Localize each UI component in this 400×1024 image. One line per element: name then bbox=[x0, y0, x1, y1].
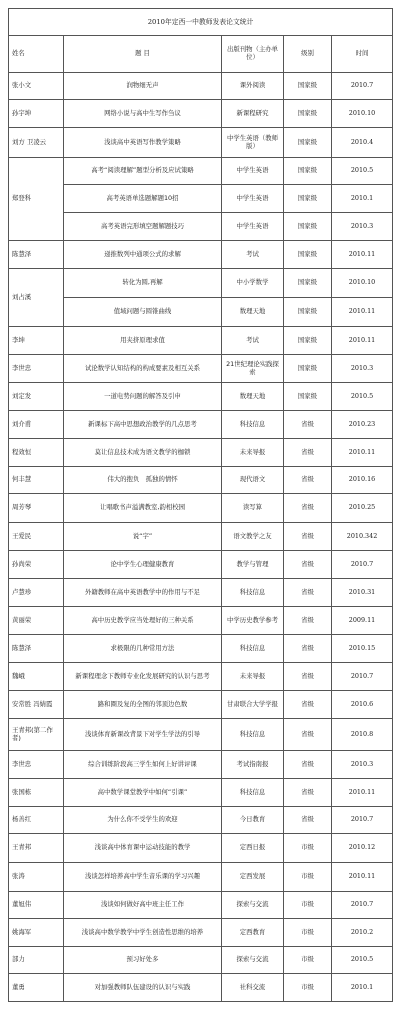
publication-cell: 未来导报 bbox=[222, 663, 284, 691]
paper-title-cell: 递推数列中通项公式的求解 bbox=[64, 241, 222, 269]
time-cell: 2010.10 bbox=[332, 269, 393, 298]
table-row bbox=[9, 73, 393, 100]
author-cell: 刘介甫 bbox=[9, 411, 64, 439]
level-cell: 省级 bbox=[284, 523, 332, 551]
time-cell: 2010.8 bbox=[332, 719, 393, 751]
paper-title-cell: 伟大的抱负 孤独的情怀 bbox=[64, 467, 222, 494]
level-cell: 国家级 bbox=[284, 128, 332, 158]
publication-cell: 考试 bbox=[222, 241, 284, 269]
time-cell: 2010.5 bbox=[332, 383, 393, 411]
time-cell: 2010.6 bbox=[332, 691, 393, 719]
table-row bbox=[9, 158, 393, 185]
author-cell: 郑登科 bbox=[9, 158, 64, 241]
paper-title-cell: 值域问题与圆锥曲线 bbox=[64, 298, 222, 327]
header-row bbox=[9, 36, 393, 73]
author-cell: 王爱民 bbox=[9, 523, 64, 551]
table-row bbox=[9, 551, 393, 579]
paper-title-cell: 新课程理念下教师专业化发展研究的认识与思考 bbox=[64, 663, 222, 691]
time-cell: 2010.31 bbox=[332, 579, 393, 607]
level-cell: 国家级 bbox=[284, 158, 332, 185]
time-cell: 2009.11 bbox=[332, 607, 393, 635]
table-row bbox=[9, 241, 393, 269]
level-cell: 省级 bbox=[284, 411, 332, 439]
paper-statistics-table bbox=[8, 8, 393, 1002]
author-cell: 安常胜 冯婧霞 bbox=[9, 691, 64, 719]
level-cell: 省级 bbox=[284, 467, 332, 494]
title-row bbox=[9, 9, 393, 36]
publication-cell: 探索与交流 bbox=[222, 892, 284, 919]
publication-cell: 中学生英语 bbox=[222, 213, 284, 241]
table-row bbox=[9, 327, 393, 355]
level-cell: 省级 bbox=[284, 551, 332, 579]
level-cell: 省级 bbox=[284, 807, 332, 834]
level-cell: 国家级 bbox=[284, 355, 332, 383]
time-cell: 2010.4 bbox=[332, 128, 393, 158]
time-cell: 2010.2 bbox=[332, 919, 393, 947]
level-cell: 省级 bbox=[284, 691, 332, 719]
time-cell: 2010.3 bbox=[332, 355, 393, 383]
author-cell: 王青邦(第二作者) bbox=[9, 719, 64, 751]
author-cell: 魏峨 bbox=[9, 663, 64, 691]
level-cell: 省级 bbox=[284, 494, 332, 523]
paper-title-cell: 综合训练阶段高三学生如何上好讲评课 bbox=[64, 751, 222, 779]
paper-title-cell: 浅谈体育新课改背景下对学生学法的引导 bbox=[64, 719, 222, 751]
level-cell: 国家级 bbox=[284, 298, 332, 327]
publication-cell: 教学与管理 bbox=[222, 551, 284, 579]
author-cell: 李世忠 bbox=[9, 751, 64, 779]
author-cell: 刘占溪 bbox=[9, 269, 64, 327]
level-cell: 省级 bbox=[284, 439, 332, 467]
publication-cell: 社科交流 bbox=[222, 974, 284, 1002]
table-row bbox=[9, 779, 393, 807]
table-row bbox=[9, 467, 393, 494]
publication-cell: 考试 bbox=[222, 327, 284, 355]
level-cell: 省级 bbox=[284, 635, 332, 663]
author-cell: 李世忠 bbox=[9, 355, 64, 383]
table-row bbox=[9, 974, 393, 1002]
table-row bbox=[9, 807, 393, 834]
paper-title-cell: 莫让信息技术成为语文教学的枷锁 bbox=[64, 439, 222, 467]
level-cell: 国家级 bbox=[284, 100, 332, 128]
paper-title-cell: 试论数学认知结构的构成要素及相互关系 bbox=[64, 355, 222, 383]
paper-title-cell: 为什么你不受学生的欢迎 bbox=[64, 807, 222, 834]
level-cell: 市级 bbox=[284, 947, 332, 974]
author-cell: 陈慧泽 bbox=[9, 635, 64, 663]
paper-title-cell: 用夹挤原理求值 bbox=[64, 327, 222, 355]
author-cell: 孙宇坤 bbox=[9, 100, 64, 128]
paper-title-cell: 浅谈高中数学教学中学生创造性思维的培养 bbox=[64, 919, 222, 947]
time-cell: 2010.7 bbox=[332, 807, 393, 834]
time-cell: 2010.5 bbox=[332, 947, 393, 974]
publication-cell: 科技信息 bbox=[222, 579, 284, 607]
author-cell: 姚海军 bbox=[9, 919, 64, 947]
publication-cell: 科技信息 bbox=[222, 719, 284, 751]
header-publication: 出版刊物（主办单位） bbox=[222, 36, 284, 73]
table-row bbox=[9, 663, 393, 691]
table-row bbox=[9, 269, 393, 298]
author-cell: 部力 bbox=[9, 947, 64, 974]
table-row bbox=[9, 523, 393, 551]
level-cell: 省级 bbox=[284, 779, 332, 807]
time-cell: 2010.7 bbox=[332, 892, 393, 919]
time-cell: 2010.10 bbox=[332, 100, 393, 128]
author-cell: 董勇 bbox=[9, 974, 64, 1002]
author-cell: 程效恒 bbox=[9, 439, 64, 467]
table-row bbox=[9, 439, 393, 467]
header-title: 题 目 bbox=[64, 36, 222, 73]
publication-cell: 数理天地 bbox=[222, 298, 284, 327]
level-cell: 市级 bbox=[284, 974, 332, 1002]
header-level: 级别 bbox=[284, 36, 332, 73]
paper-title-cell: 高中数学课堂教学中如何“引课” bbox=[64, 779, 222, 807]
paper-title-cell: 浅谈如何做好高中班主任工作 bbox=[64, 892, 222, 919]
paper-title-cell: 外籍教师在高中英语教学中的作用与不足 bbox=[64, 579, 222, 607]
paper-title-cell: 浅谈怎样培养高中学生音乐课的学习兴趣 bbox=[64, 863, 222, 892]
table-row bbox=[9, 100, 393, 128]
level-cell: 省级 bbox=[284, 579, 332, 607]
time-cell: 2010.11 bbox=[332, 298, 393, 327]
paper-title-cell: 预习好处多 bbox=[64, 947, 222, 974]
level-cell: 市级 bbox=[284, 919, 332, 947]
publication-cell: 语文教学之友 bbox=[222, 523, 284, 551]
publication-cell: 今日教育 bbox=[222, 807, 284, 834]
time-cell: 2010.11 bbox=[332, 863, 393, 892]
level-cell: 市级 bbox=[284, 863, 332, 892]
header-time: 时间 bbox=[332, 36, 393, 73]
time-cell: 2010.12 bbox=[332, 834, 393, 863]
publication-cell: 科技信息 bbox=[222, 635, 284, 663]
publication-cell: 中学生英语（教师版） bbox=[222, 128, 284, 158]
author-cell: 卢慧珍 bbox=[9, 579, 64, 607]
table-row bbox=[9, 579, 393, 607]
table-row bbox=[9, 494, 393, 523]
publication-cell: 中小学数学 bbox=[222, 269, 284, 298]
header-name: 姓名 bbox=[9, 36, 64, 73]
publication-cell: 中学生英语 bbox=[222, 185, 284, 213]
table-row bbox=[9, 863, 393, 892]
level-cell: 国家级 bbox=[284, 269, 332, 298]
author-cell: 董旭伟 bbox=[9, 892, 64, 919]
author-cell: 张国栋 bbox=[9, 779, 64, 807]
publication-cell: 定西教育 bbox=[222, 919, 284, 947]
level-cell: 国家级 bbox=[284, 185, 332, 213]
table-row bbox=[9, 298, 393, 327]
time-cell: 2010.3 bbox=[332, 213, 393, 241]
publication-cell: 读写算 bbox=[222, 494, 284, 523]
author-cell: 孙尚荣 bbox=[9, 551, 64, 579]
time-cell: 2010.11 bbox=[332, 327, 393, 355]
table-row bbox=[9, 185, 393, 213]
author-cell: 何丰慧 bbox=[9, 467, 64, 494]
author-cell: 刘方 卫凌云 bbox=[9, 128, 64, 158]
paper-title-cell: 高考英语完形填空题解题技巧 bbox=[64, 213, 222, 241]
table-row bbox=[9, 128, 393, 158]
time-cell: 2010.15 bbox=[332, 635, 393, 663]
level-cell: 国家级 bbox=[284, 327, 332, 355]
author-cell: 王青邦 bbox=[9, 834, 64, 863]
time-cell: 2010.1 bbox=[332, 185, 393, 213]
paper-title-cell: 润物细无声 bbox=[64, 73, 222, 100]
paper-title-cell: 高考“阅读理解”题型分析及应试策略 bbox=[64, 158, 222, 185]
publication-cell: 现代语文 bbox=[222, 467, 284, 494]
level-cell: 省级 bbox=[284, 663, 332, 691]
author-cell: 张小文 bbox=[9, 73, 64, 100]
paper-title-cell: 转化为圆,再解 bbox=[64, 269, 222, 298]
time-cell: 2010.11 bbox=[332, 439, 393, 467]
table-row bbox=[9, 213, 393, 241]
table-row bbox=[9, 919, 393, 947]
table-row bbox=[9, 355, 393, 383]
publication-cell: 数理天地 bbox=[222, 383, 284, 411]
level-cell: 国家级 bbox=[284, 213, 332, 241]
level-cell: 市级 bbox=[284, 892, 332, 919]
level-cell: 省级 bbox=[284, 719, 332, 751]
publication-cell: 定西发展 bbox=[222, 863, 284, 892]
paper-title-cell: 求极限的几种常用方法 bbox=[64, 635, 222, 663]
table-row bbox=[9, 691, 393, 719]
level-cell: 国家级 bbox=[284, 241, 332, 269]
publication-cell: 中学生英语 bbox=[222, 158, 284, 185]
table-row bbox=[9, 834, 393, 863]
time-cell: 2010.7 bbox=[332, 551, 393, 579]
author-cell: 李坤 bbox=[9, 327, 64, 355]
table-row bbox=[9, 635, 393, 663]
time-cell: 2010.342 bbox=[332, 523, 393, 551]
table-row bbox=[9, 947, 393, 974]
paper-title-cell: 浅谈高中英语写作教学策略 bbox=[64, 128, 222, 158]
paper-title-cell: 高中历史教学应当处理好的三种关系 bbox=[64, 607, 222, 635]
time-cell: 2010.1 bbox=[332, 974, 393, 1002]
author-cell: 陈慧泽 bbox=[9, 241, 64, 269]
time-cell: 2010.7 bbox=[332, 663, 393, 691]
publication-cell: 中学历史教学参考 bbox=[222, 607, 284, 635]
time-cell: 2010.3 bbox=[332, 751, 393, 779]
level-cell: 省级 bbox=[284, 751, 332, 779]
publication-cell: 科技信息 bbox=[222, 411, 284, 439]
publication-cell: 21世纪理论实践探索 bbox=[222, 355, 284, 383]
table-row bbox=[9, 607, 393, 635]
paper-title-cell: 论中学生心理健康教育 bbox=[64, 551, 222, 579]
author-cell: 黄丽荣 bbox=[9, 607, 64, 635]
table-row bbox=[9, 411, 393, 439]
time-cell: 2010.7 bbox=[332, 73, 393, 100]
publication-cell: 课外阅读 bbox=[222, 73, 284, 100]
level-cell: 国家级 bbox=[284, 73, 332, 100]
table-row bbox=[9, 751, 393, 779]
publication-cell: 探索与交流 bbox=[222, 947, 284, 974]
time-cell: 2010.11 bbox=[332, 779, 393, 807]
publication-cell: 甘肃联合大学学报 bbox=[222, 691, 284, 719]
time-cell: 2010.23 bbox=[332, 411, 393, 439]
level-cell: 市级 bbox=[284, 834, 332, 863]
paper-title-cell: 一道电势问题的解答及引申 bbox=[64, 383, 222, 411]
paper-title-cell: 浅谈高中体育课中运动技能的教学 bbox=[64, 834, 222, 863]
paper-title-cell: 说“字” bbox=[64, 523, 222, 551]
time-cell: 2010.16 bbox=[332, 467, 393, 494]
table-row bbox=[9, 383, 393, 411]
publication-cell: 新课程研究 bbox=[222, 100, 284, 128]
publication-cell: 定西日报 bbox=[222, 834, 284, 863]
publication-cell: 未来导报 bbox=[222, 439, 284, 467]
table-row bbox=[9, 719, 393, 751]
table-row bbox=[9, 892, 393, 919]
paper-title-cell: 路和圈及复的全图的邻顶边色数 bbox=[64, 691, 222, 719]
paper-title-cell: 新课标下高中思想政治教学的几点思考 bbox=[64, 411, 222, 439]
time-cell: 2010.5 bbox=[332, 158, 393, 185]
author-cell: 张涛 bbox=[9, 863, 64, 892]
paper-title-cell: 网络小说与高中生写作刍议 bbox=[64, 100, 222, 128]
publication-cell: 考试指南报 bbox=[222, 751, 284, 779]
author-cell: 刘定发 bbox=[9, 383, 64, 411]
time-cell: 2010.25 bbox=[332, 494, 393, 523]
paper-title-cell: 让唱歌书声溢满教室,韵相校园 bbox=[64, 494, 222, 523]
author-cell: 杨善红 bbox=[9, 807, 64, 834]
paper-title-cell: 对加强教师队伍建设的认识与实践 bbox=[64, 974, 222, 1002]
table-title: 2010年定西一中教师发表论文统计 bbox=[9, 9, 393, 36]
publication-cell: 科技信息 bbox=[222, 779, 284, 807]
time-cell: 2010.11 bbox=[332, 241, 393, 269]
paper-title-cell: 高考英语单选题解题10招 bbox=[64, 185, 222, 213]
author-cell: 周芳琴 bbox=[9, 494, 64, 523]
level-cell: 省级 bbox=[284, 607, 332, 635]
level-cell: 国家级 bbox=[284, 383, 332, 411]
